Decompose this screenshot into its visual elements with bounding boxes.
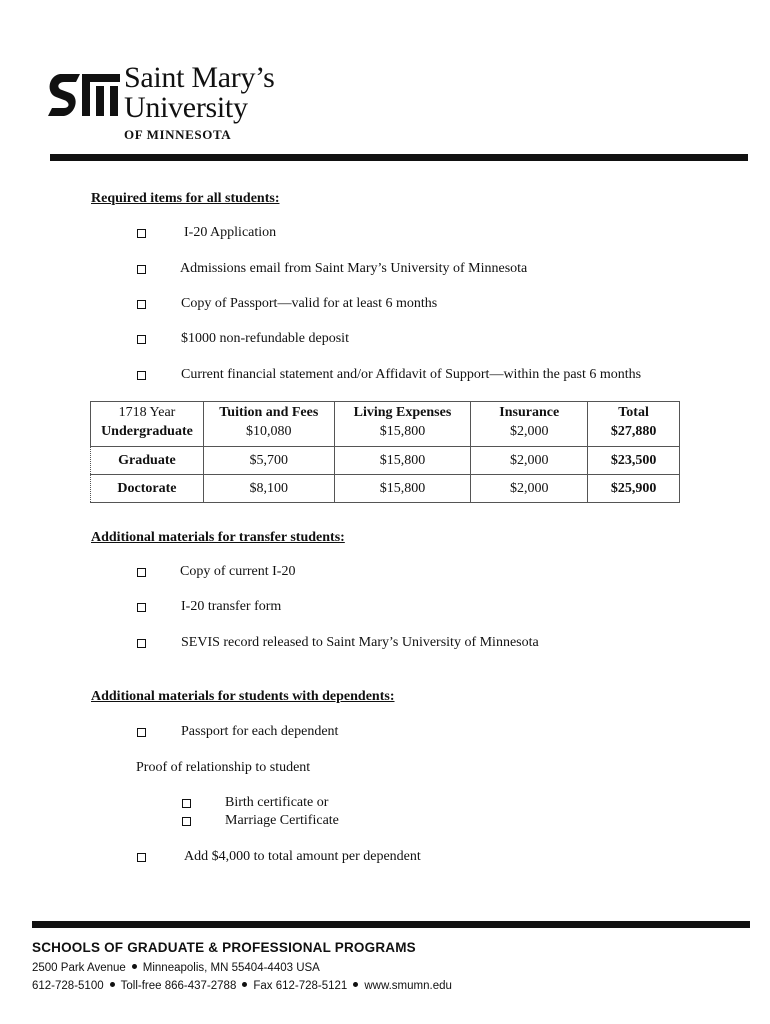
table-row [91,447,680,475]
footer-title: SCHOOLS OF GRADUATE & PROFESSIONAL PROGRAMS [32,940,416,955]
footer-tollfree: Toll-free 866-437-2788 [120,980,237,992]
fee-cell-total: $27,880 [588,424,680,447]
fee-table-year-label: 1718 Year [91,402,204,425]
fee-cell-total: $25,900 [588,475,680,503]
footer-website-link[interactable]: www.smumn.edu [364,980,452,992]
transfer-item-2: I-20 transfer form [181,599,282,614]
required-item-3: Copy of Passport—valid for at least 6 months [181,296,438,311]
footer-street: 2500 Park Avenue [32,962,126,974]
checkbox-i20-transfer-form[interactable] [137,603,146,612]
fee-cell-tuition: $8,100 [203,475,334,503]
checkbox-admissions-email[interactable] [137,265,146,274]
proof-item-1: Birth certificate or [225,795,329,810]
transfer-item-1: Copy of current I-20 [180,564,296,579]
checkbox-current-i20[interactable] [137,568,146,577]
header-rule [50,154,748,161]
table-row [91,424,680,447]
logo-wordmark-line3: OF MINNESOTA [124,127,232,142]
fee-table-col-tuition: Tuition and Fees [203,402,334,425]
checkbox-financial-statement[interactable] [137,371,146,380]
dependents-heading: Additional materials for students with dependents: [91,689,395,704]
table-row [91,475,680,503]
checkbox-i20-application[interactable] [137,229,146,238]
fee-table-col-insurance: Insurance [471,402,588,425]
fee-table [90,401,680,503]
fee-row-label: Doctorate [91,475,204,503]
transfer-heading: Additional materials for transfer students: [91,530,345,545]
fee-row-label: Graduate [91,447,204,475]
fee-cell-insurance: $2,000 [471,475,588,503]
checkbox-deposit[interactable] [137,335,146,344]
footer-address [32,962,320,974]
fee-cell-insurance: $2,000 [471,447,588,475]
footer-contact [32,980,452,992]
logo-wordmark-line2: University [124,91,248,124]
required-item-4: $1000 non-refundable deposit [181,331,349,346]
fee-cell-tuition: $5,700 [203,447,334,475]
fee-cell-total: $23,500 [588,447,680,475]
fee-cell-living: $15,800 [334,447,471,475]
fee-cell-insurance: $2,000 [471,424,588,447]
fee-table-header-row [91,402,680,425]
checkbox-marriage-certificate[interactable] [182,817,191,826]
checkbox-birth-certificate[interactable] [182,799,191,808]
required-heading: Required items for all students: [91,191,280,206]
required-item-1: I-20 Application [184,225,277,240]
transfer-item-3: SEVIS record released to Saint Mary’s University of Minnesota [181,635,539,650]
footer-city: Minneapolis, MN 55404-4403 USA [142,962,320,974]
bullet-icon [353,982,358,987]
footer-phone: 612-728-5100 [32,980,104,992]
logo-wordmark-line1: Saint Mary’s [124,61,275,94]
bullet-icon [132,964,137,969]
fee-table-col-living: Living Expenses [334,402,471,425]
fee-table-col-total: Total [588,402,680,425]
checkbox-passport[interactable] [137,300,146,309]
checkbox-add-dependent-amount[interactable] [137,853,146,862]
fee-cell-living: $15,800 [334,475,471,503]
footer-fax: Fax 612-728-5121 [253,980,348,992]
university-logo-mark [46,72,122,118]
fee-cell-tuition: $10,080 [203,424,334,447]
add-dependent-amount-item: Add $4,000 to total amount per dependent [184,849,421,864]
proof-of-relationship-label: Proof of relationship to student [136,760,311,775]
dependent-passport-item: Passport for each dependent [181,724,339,739]
bullet-icon [110,982,115,987]
required-item-5: Current financial statement and/or Affidavit of Support—within the past 6 months [181,367,642,382]
footer-rule [32,921,750,928]
fee-row-label: Undergraduate [91,424,204,447]
bullet-icon [242,982,247,987]
fee-cell-living: $15,800 [334,424,471,447]
proof-item-2: Marriage Certificate [225,813,339,828]
checkbox-dependent-passport[interactable] [137,728,146,737]
required-item-2: Admissions email from Saint Mary’s University of Minnesota [180,261,528,276]
checkbox-sevis-record[interactable] [137,639,146,648]
